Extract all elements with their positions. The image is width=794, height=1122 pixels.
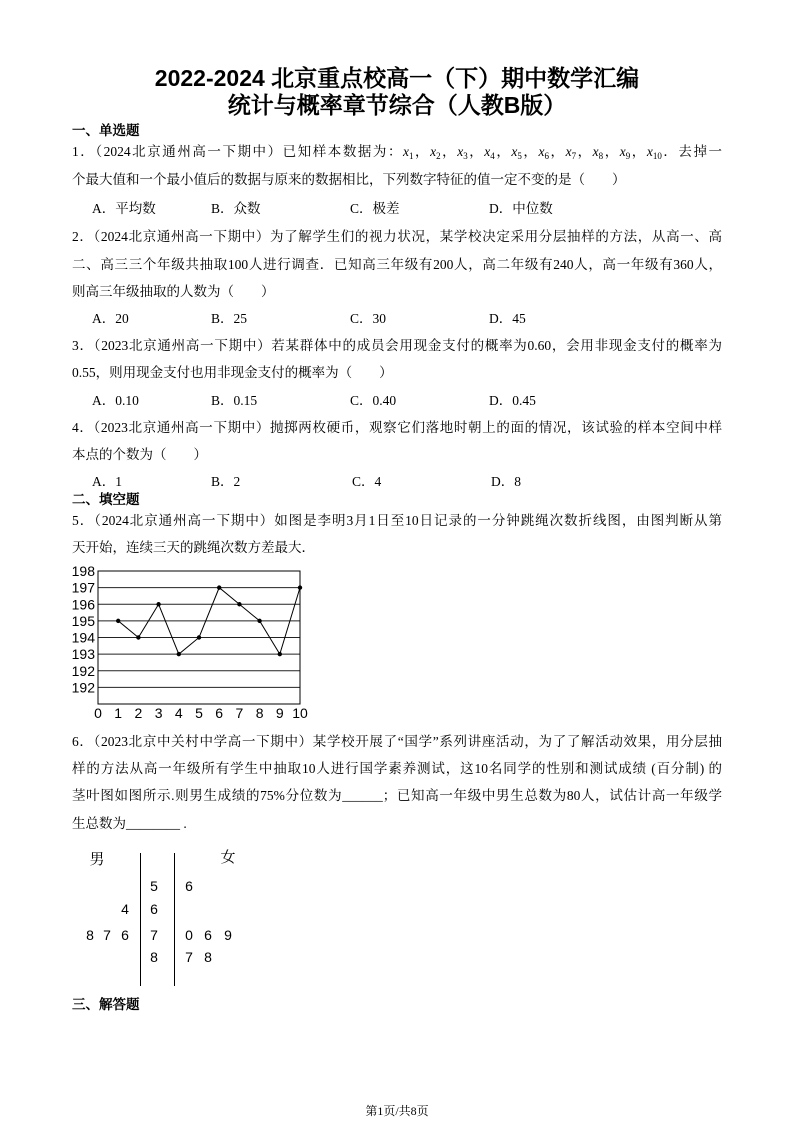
q1-option-b: B．众数	[211, 201, 261, 216]
data-point	[237, 602, 241, 606]
page-number: 第1页/共8页	[365, 1104, 429, 1118]
sample-variable	[647, 144, 662, 159]
separator: ，	[521, 144, 539, 159]
q4-line-2: 本点的个数为（ ）	[72, 447, 207, 462]
q6-line-1: 6．（2023北京中关村中学高一下期中）某学校开展了“国学”系列讲座活动，为了了解活动效果，用分层抽	[72, 734, 722, 749]
q2-option-c: C．30	[350, 311, 387, 326]
variable-letter: x	[484, 144, 491, 159]
q1-options	[0, 198, 794, 220]
variable-letter: x	[565, 144, 572, 159]
male-leaf: 7	[103, 927, 111, 943]
q6-line-3: 茎叶图如图所示.则男生成绩的75%分位数为______；已知高一年级中男生总数为80人，试估计高一年级学	[72, 788, 722, 803]
variable-letter: x	[646, 144, 653, 159]
q1-line-2: 个最大值和一个最小值后的数据与原来的数据相比，下列数字特征的值一定不变的是（ ）	[72, 172, 626, 187]
variable-subscript: 5	[517, 151, 522, 161]
female-leaf: 6	[185, 878, 193, 894]
x-tick-label: 10	[292, 705, 308, 721]
data-point	[136, 635, 140, 639]
variable-subscript: 4	[490, 151, 495, 161]
sample-variable	[593, 144, 604, 159]
q3-option-a: A．0.10	[92, 393, 139, 408]
q1-option-a: A．平均数	[92, 201, 156, 216]
variable-letter: x	[457, 144, 464, 159]
y-tick-label: 196	[71, 596, 95, 613]
x-tick-label: 8	[255, 705, 264, 721]
q2-line-1: 2．（2024北京通州高一下期中）为了解学生们的视力状况，某学校决定采用分层抽样的方法，从高一、高	[72, 229, 722, 244]
stem-divider-right	[174, 853, 175, 986]
data-point	[278, 652, 282, 656]
q1-line-1	[72, 141, 722, 163]
x-tick-label: 5	[195, 705, 203, 721]
data-point	[217, 585, 221, 589]
y-tick-label: 192	[71, 662, 95, 679]
section-heading-free-response: 三、解答题	[72, 997, 140, 1012]
y-tick-label: 194	[71, 629, 95, 646]
data-point	[177, 652, 181, 656]
variable-subscript: 10	[652, 151, 662, 161]
x-tick-label: 2	[134, 705, 143, 721]
q4-line-1: 4．（2023北京通州高一下期中）抛掷两枚硬币，观察它们落地时朝上的面的情况，该试验的样本空间中样	[72, 420, 722, 435]
variable-subscript: 6	[544, 151, 549, 161]
female-leaf: 9	[224, 927, 232, 943]
x-tick-label: 6	[215, 705, 224, 721]
male-header: 男	[89, 852, 105, 868]
q1-stem-suffix: ．去掉一	[661, 144, 723, 159]
data-point	[156, 602, 160, 606]
separator: ，	[413, 144, 431, 159]
variable-letter: x	[511, 144, 518, 159]
stem: 8	[150, 949, 158, 965]
data-point	[197, 635, 201, 639]
document-title-line-2: 统计与概率章节综合（人教B版）	[227, 92, 567, 118]
sample-variable	[511, 144, 522, 159]
q2-option-b: B．25	[211, 311, 248, 326]
x-tick-label: 9	[275, 705, 284, 721]
y-tick-label: 193	[71, 646, 95, 663]
y-tick-label: 192	[71, 679, 95, 696]
data-point	[257, 619, 261, 623]
female-leaf: 0	[185, 927, 193, 943]
sample-variable	[538, 144, 549, 159]
male-leaf: 6	[121, 927, 129, 943]
q2-option-a: A．20	[92, 311, 129, 326]
data-point	[298, 585, 302, 589]
q3-line-2: 0.55，则用现金支付也用非现金支付的概率为（ ）	[72, 365, 393, 380]
variable-letter: x	[430, 144, 437, 159]
male-leaf: 8	[86, 927, 94, 943]
variable-subscript: 8	[598, 151, 604, 161]
sample-variable	[430, 144, 441, 159]
y-tick-label: 197	[71, 579, 95, 596]
separator: ，	[603, 144, 620, 159]
sample-variable	[403, 144, 414, 159]
document-title-line-1: 2022-2024 北京重点校高一（下）期中数学汇编	[154, 65, 640, 91]
q1-option-d: D．中位数	[489, 201, 553, 216]
male-leaf: 4	[121, 901, 129, 917]
q1-stem-prefix: 1．（2024北京通州高一下期中）已知样本数据为：	[72, 144, 403, 159]
sample-variable	[566, 144, 577, 159]
variable-subscript: 1	[409, 151, 414, 161]
q3-option-b: B．0.15	[211, 393, 258, 408]
variable-subscript: 2	[436, 151, 441, 161]
section-heading-single-choice: 一、单选题	[72, 123, 140, 138]
y-tick-label: 195	[71, 612, 95, 629]
q3-option-d: D．0.45	[489, 393, 536, 408]
variable-subscript: 3	[463, 151, 468, 161]
q3-line-1: 3．（2023北京通州高一下期中）若某群体中的成员会用现金支付的概率为0.60，会用非现金支付的概率为	[72, 338, 722, 353]
q2-line-3: 则高三年级抽取的人数为（ ）	[72, 284, 275, 299]
q4-option-b: B．2	[211, 474, 241, 489]
separator: ，	[494, 144, 512, 159]
separator: ，	[576, 144, 593, 159]
stem: 7	[150, 927, 158, 943]
q2-options	[0, 308, 794, 330]
y-tick-label: 198	[71, 563, 95, 579]
variable-letter: x	[619, 144, 626, 159]
separator: ，	[630, 144, 647, 159]
female-leaf: 6	[204, 927, 212, 943]
sample-variable	[484, 144, 495, 159]
q4-option-a: A．1	[92, 474, 122, 489]
x-tick-label: 7	[235, 705, 244, 721]
variable-subscript: 7	[571, 151, 577, 161]
q5-line-1: 5．（2024北京通州高一下期中）如图是李明3月1日至10日记录的一分钟跳绳次数折线图，由图判断从第	[72, 513, 722, 528]
q6-line-4: 生总数为________ .	[72, 816, 187, 831]
jump-rope-line-chart	[60, 558, 315, 726]
q4-option-c: C．4	[352, 474, 382, 489]
stem-divider-left	[140, 853, 141, 986]
separator: ，	[548, 144, 566, 159]
female-leaf: 8	[204, 949, 212, 965]
q3-options	[0, 390, 794, 412]
variable-letter: x	[403, 144, 409, 159]
female-header: 女	[220, 850, 236, 866]
separator: ，	[467, 144, 485, 159]
separator: ，	[440, 144, 458, 159]
data-point	[116, 619, 120, 623]
q4-option-d: D．8	[491, 474, 521, 489]
x-tick-label: 4	[174, 705, 183, 721]
stem: 5	[150, 878, 158, 894]
variable-letter: x	[592, 144, 599, 159]
sample-variable	[457, 144, 468, 159]
q1-option-c: C．极差	[350, 201, 400, 216]
variable-letter: x	[538, 144, 545, 159]
stem: 6	[150, 901, 158, 917]
x-tick-label: 0	[94, 705, 102, 721]
x-tick-label: 3	[154, 705, 163, 721]
q5-line-2: 天开始，连续三天的跳绳次数方差最大．	[72, 540, 315, 555]
q2-option-d: D．45	[489, 311, 526, 326]
variable-subscript: 9	[625, 151, 631, 161]
q2-line-2: 二、高三三个年级共抽取100人进行调查．已知高三年级有200人，高二年级有240人，高一年级有360人，	[72, 257, 722, 272]
q6-line-2: 样的方法从高一年级所有学生中抽取10人进行国学素养测试，这10名同学的性别和测试成绩 (百分制) 的	[72, 761, 722, 776]
section-heading-fill-in-blank: 二、填空题	[72, 492, 140, 507]
x-tick-label: 1	[114, 705, 123, 721]
sample-variable	[620, 144, 631, 159]
q3-option-c: C．0.40	[350, 393, 397, 408]
female-leaf: 7	[185, 949, 193, 965]
